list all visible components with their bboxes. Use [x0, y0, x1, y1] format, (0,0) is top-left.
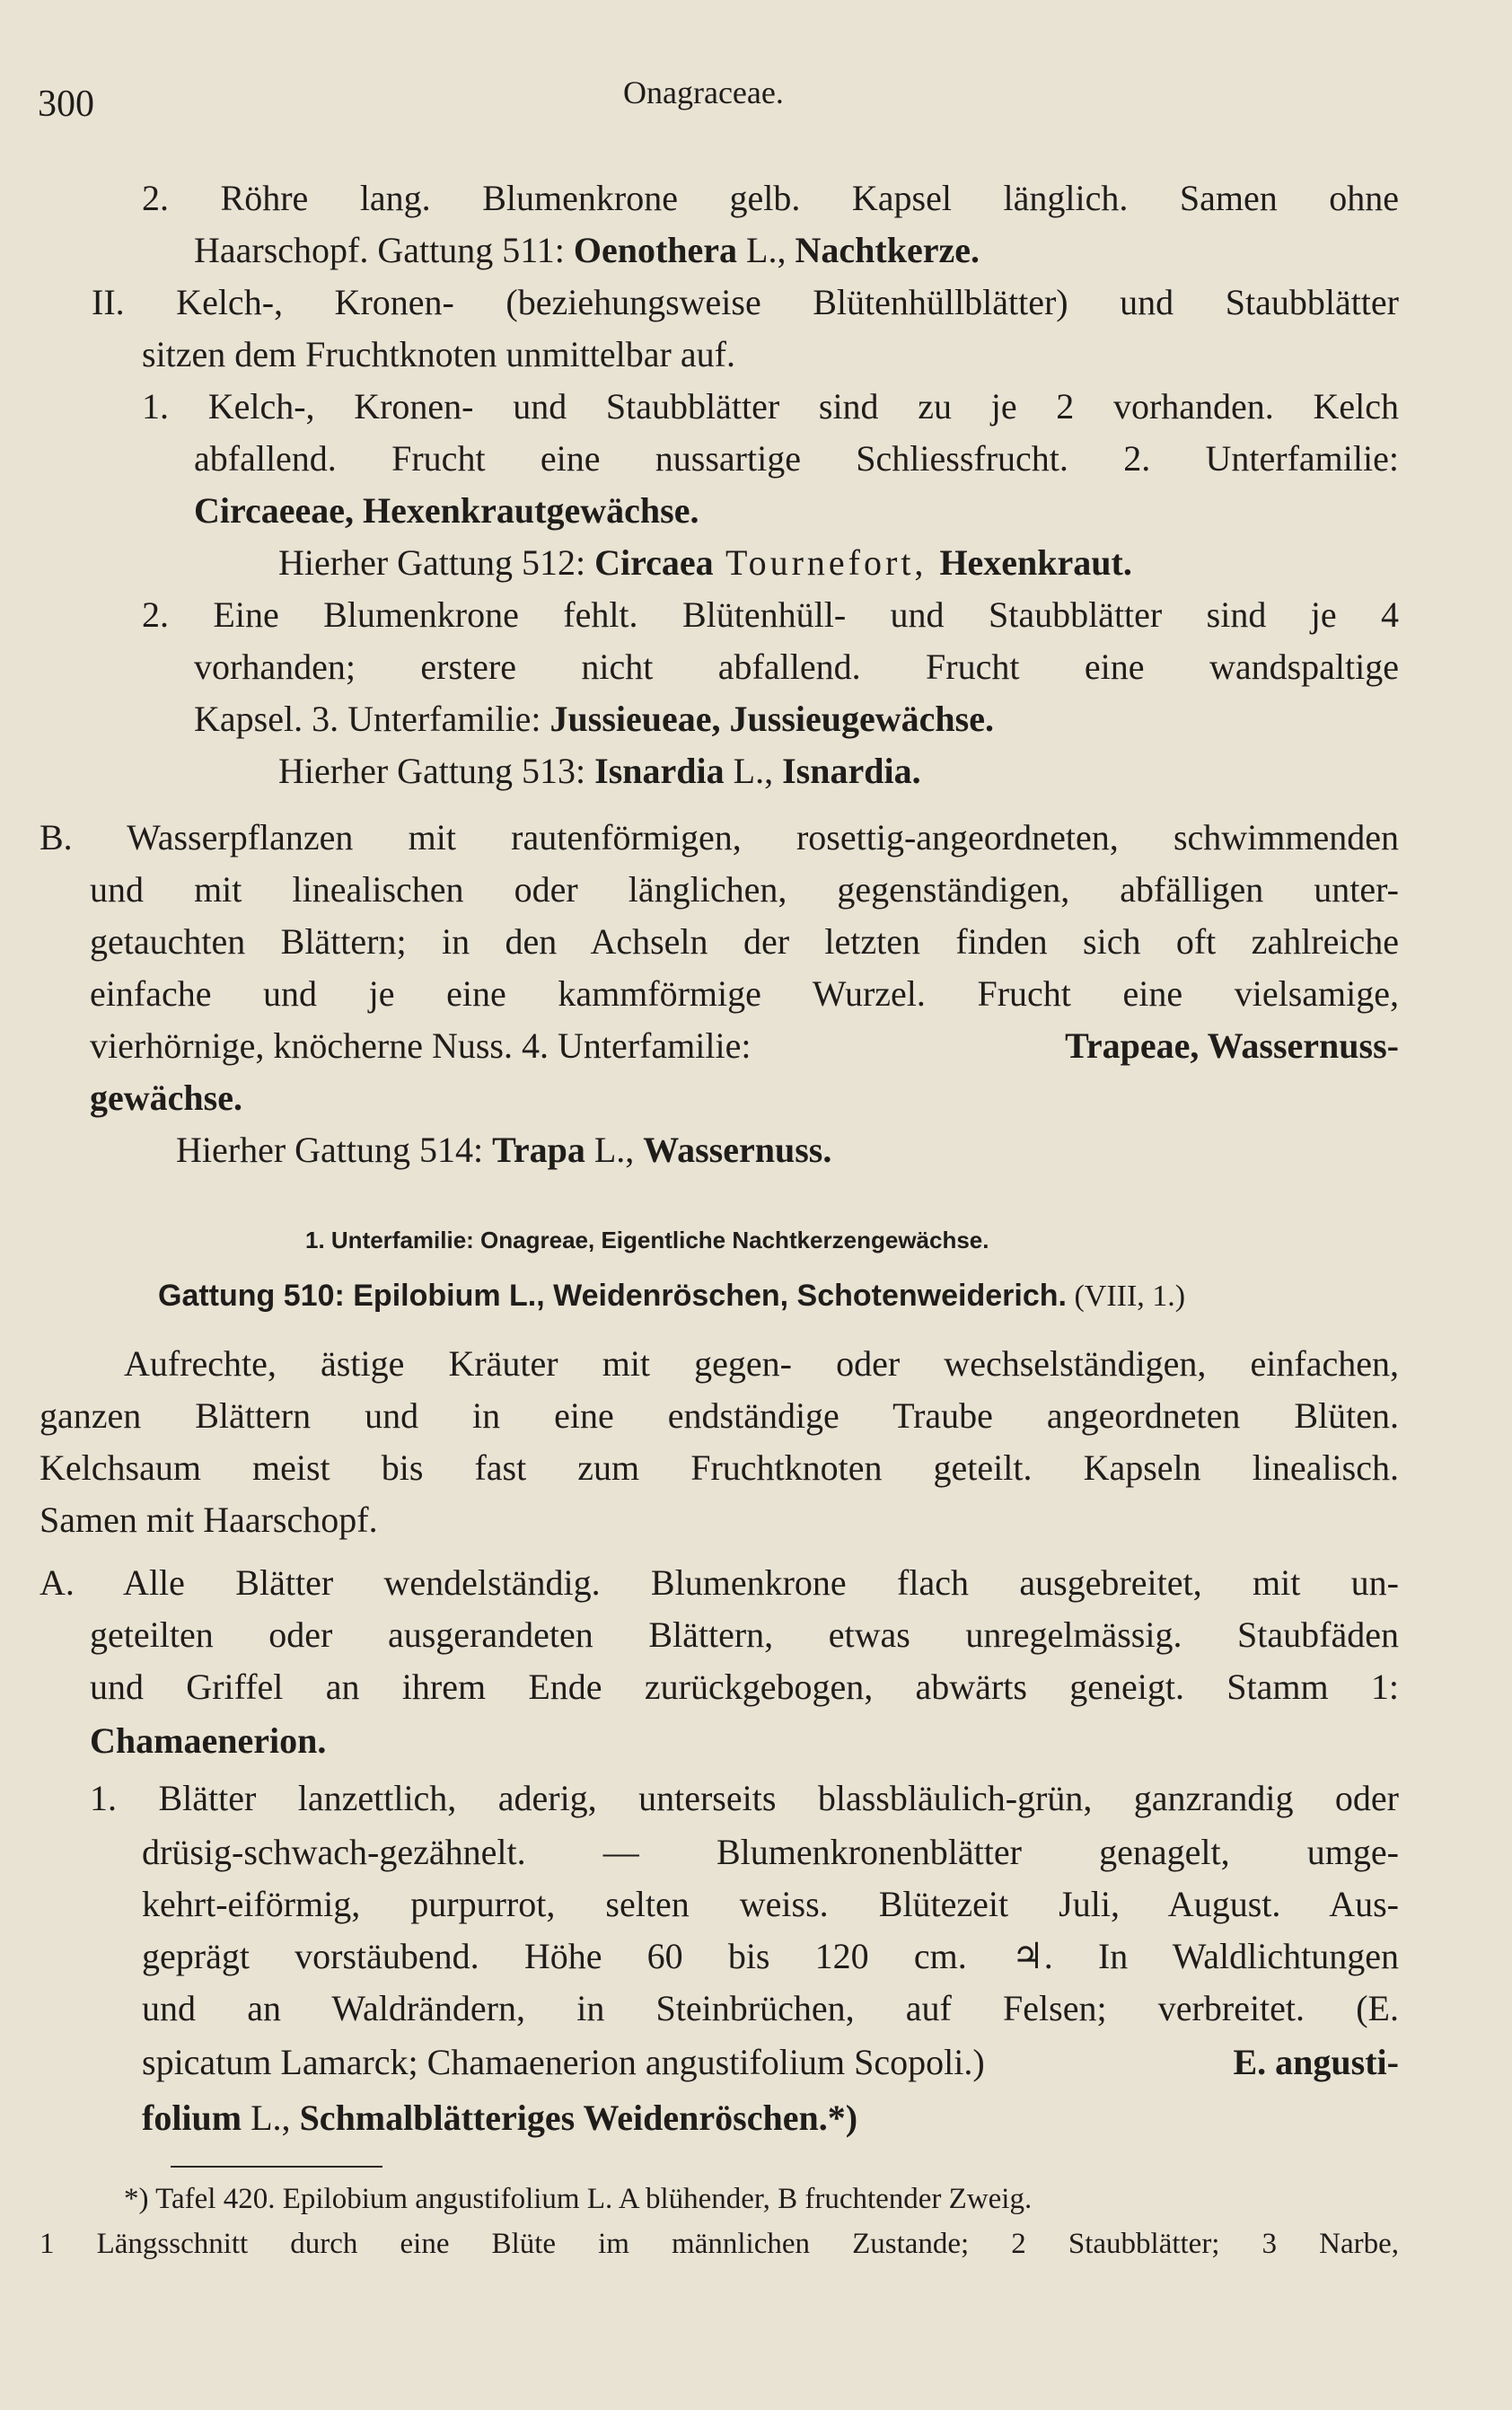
page-number: 300: [38, 84, 94, 125]
text-line: II. Kelch-, Kronen- (beziehungsweise Blütenhüllblätter) und Staubblätter: [92, 282, 1399, 322]
text-line: gewächse.: [90, 1077, 242, 1118]
text-line: kehrt-eiförmig, purpurrot, selten weiss. Blütezeit Juli, August. Aus-: [142, 1884, 1399, 1924]
footnote-line: *) Tafel 420. Epilobium angustifolium L. A blühender, B fruchtender Zweig.: [124, 2183, 1033, 2215]
running-title: Onagraceae.: [623, 75, 784, 110]
text-line: und an Waldrändern, in Steinbrüchen, auf Felsen; verbreitet. (E.: [142, 1988, 1399, 2028]
text-line: geprägt vorstäubend. Höhe 60 bis 120 cm. ♃. In Waldlichtungen: [142, 1936, 1399, 1976]
text-line: 2. Eine Blumenkrone fehlt. Blütenhüll- und Staubblätter sind je 4: [142, 594, 1399, 635]
text-line: und mit linealischen oder länglichen, gegenständigen, abfälligen unter-: [90, 869, 1399, 910]
species-name: folium L., Schmalblätteriges Weidenröschen.*): [142, 2098, 858, 2138]
text-line: B. Wasserpflanzen mit rautenförmigen, rosettig-angeordneten, schwimmenden: [40, 817, 1399, 858]
text-line: spicatum Lamarck; Chamaenerion angustifolium Scopoli.) E. angusti-: [142, 2042, 1399, 2082]
footnote-line: 1 Längsschnitt durch eine Blüte im männlichen Zustande; 2 Staubblätter; 3 Narbe,: [40, 2228, 1399, 2260]
text-line: A. Alle Blätter wendelständig. Blumenkrone flach ausgebreitet, mit un-: [40, 1562, 1399, 1603]
text-line: Aufrechte, ästige Kräuter mit gegen- oder wechselständigen, einfachen,: [124, 1343, 1399, 1384]
text-line: Hierher Gattung 512: Circaea Tournefort, Hexenkraut.: [278, 542, 1132, 583]
stem-name: Chamaenerion.: [90, 1720, 327, 1761]
text-line: vorhanden; erstere nicht abfallend. Frucht eine wandspaltige: [194, 646, 1399, 687]
text-line: 1. Blätter lanzettlich, aderig, unterseits blassbläulich-grün, ganzrandig oder: [90, 1778, 1399, 1818]
subfamily-heading: 1. Unterfamilie: Onagreae, Eigentliche Nachtkerzengewächse.: [305, 1227, 989, 1253]
text-line: geteilten oder ausgerandeten Blättern, etwas unregelmässig. Staubfäden: [90, 1614, 1399, 1655]
text-line: Samen mit Haarschopf.: [40, 1500, 378, 1540]
subfamily-name: Circaeeae, Hexenkrautgewächse.: [194, 490, 699, 531]
genus-heading: Gattung 510: Epilobium L., Weidenröschen, Schotenweiderich. (VIII, 1.): [158, 1279, 1186, 1313]
text-line: 2. Röhre lang. Blumenkrone gelb. Kapsel länglich. Samen ohne: [142, 178, 1399, 218]
text-line: drüsig-schwach-gezähnelt. — Blumenkronenblätter genagelt, umge-: [142, 1832, 1399, 1872]
text-line: vierhörnige, knöcherne Nuss. 4. Unterfamilie: Trapeae, Wassernuss-: [90, 1025, 1399, 1066]
footnote-rule: [171, 2166, 382, 2168]
text-line: ganzen Blättern und in eine endständige Traube angeordneten Blüten.: [40, 1395, 1399, 1436]
text-line: Haarschopf. Gattung 511: Oenothera L., Nachtkerze.: [194, 230, 980, 270]
text-line: Kelchsaum meist bis fast zum Fruchtknoten geteilt. Kapseln linealisch.: [40, 1447, 1399, 1488]
text-line: getauchten Blättern; in den Achseln der letzten finden sich oft zahlreiche: [90, 921, 1399, 962]
text-line: und Griffel an ihrem Ende zurückgebogen, abwärts geneigt. Stamm 1:: [90, 1667, 1399, 1707]
text-line: abfallend. Frucht eine nussartige Schliessfrucht. 2. Unterfamilie:: [194, 438, 1399, 479]
text-line: einfache und je eine kammförmige Wurzel. Frucht eine vielsamige,: [90, 973, 1399, 1014]
text-line: Hierher Gattung 514: Trapa L., Wassernuss.: [176, 1130, 832, 1170]
text-line: 1. Kelch-, Kronen- und Staubblätter sind zu je 2 vorhanden. Kelch: [142, 386, 1399, 427]
text-line: sitzen dem Fruchtknoten unmittelbar auf.: [142, 334, 735, 374]
text-line: Hierher Gattung 513: Isnardia L., Isnardia.: [278, 751, 921, 791]
text-line: Kapsel. 3. Unterfamilie: Jussieueae, Jussieugewächse.: [194, 699, 994, 739]
